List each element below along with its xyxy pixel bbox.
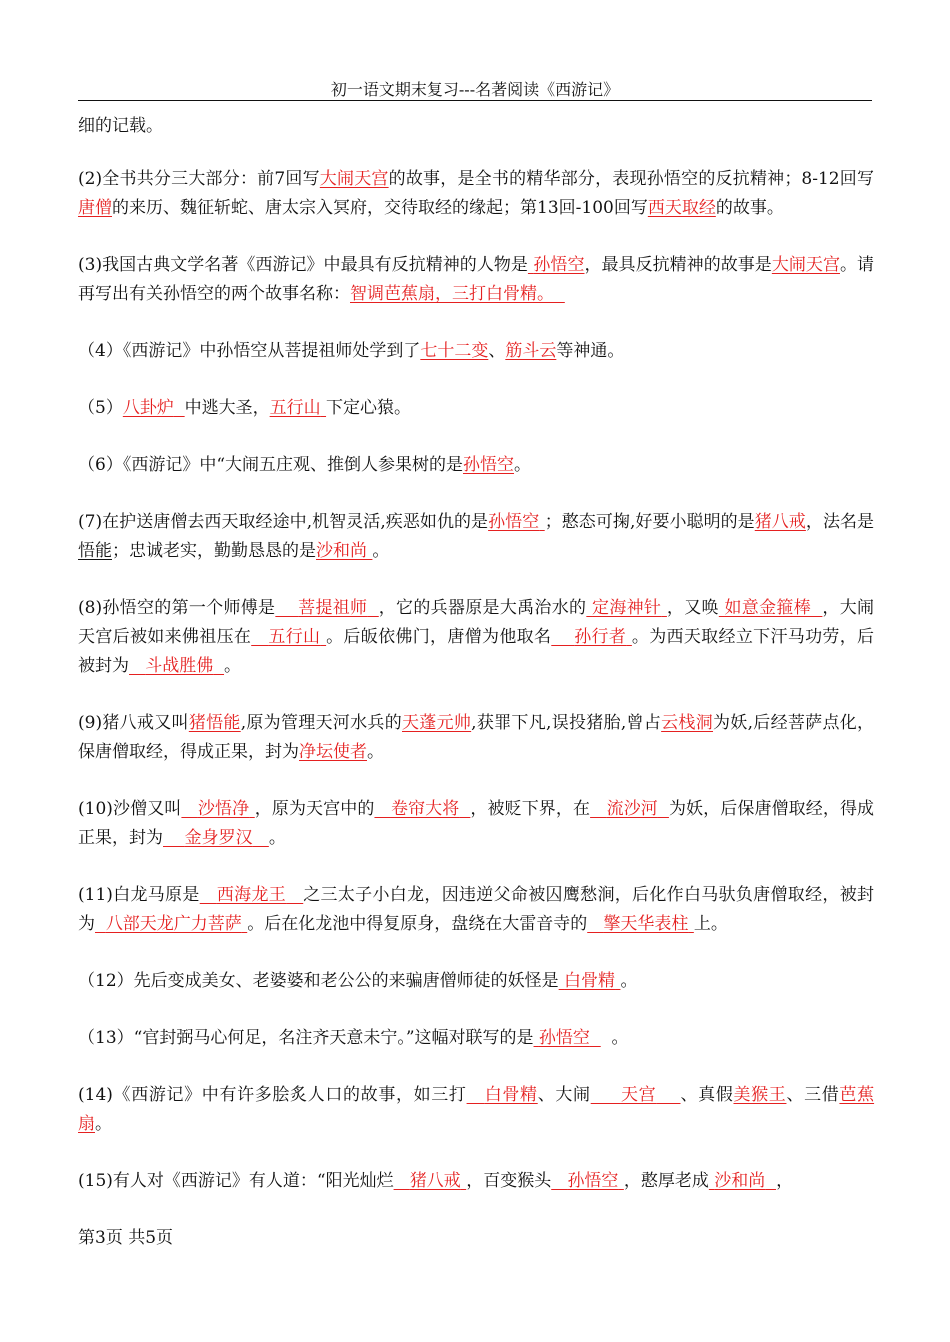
answer: 白骨精 — [484, 1085, 538, 1105]
answer: 卷帘大将 — [390, 799, 460, 819]
answer: 如意金箍棒 — [724, 598, 811, 618]
question-10 — [78, 795, 874, 853]
text: 。 — [611, 1028, 629, 1048]
text: ，原为天宫中的 — [254, 799, 375, 819]
text: 为妖，后保唐僧取经，得成正果，封为 — [78, 799, 875, 848]
text: ，最具反抗精神的故事是 — [584, 255, 772, 275]
answer: 孙悟空 — [538, 1028, 590, 1048]
text: （13）“官封弼马心何足，名注齐天意未宁。”这幅对联写的是 — [78, 1028, 534, 1048]
text: (3)我国古典文学名著《西游记》中最具有反抗精神的人物是 — [78, 255, 528, 275]
text: ，它的兵器原是大禹治水的 — [378, 598, 587, 618]
answer: 孙悟空 — [488, 512, 540, 532]
intro-line — [78, 112, 874, 141]
answer: 五行山 — [269, 398, 321, 418]
text: (7)在护送唐僧去西天取经途中,机智灵活,疾恶如仇的是 — [78, 512, 489, 532]
text: 。 — [620, 971, 638, 991]
text: ,获罪下凡,误投猪胎,曾占 — [471, 713, 662, 733]
text: 的来历、魏征斩蛇、唐太宗入冥府，交待取经的缘起；第13回-100回写 — [112, 198, 648, 218]
text: （12）先后变成美女、老婆婆和老公公的来骗唐僧师徒的妖怪是 — [78, 971, 559, 991]
text: 之三太子小白龙，因违逆父命被囚鹰愁涧，后化作白马驮负唐僧取经，被封为 — [78, 885, 875, 934]
answer-plain: 悟能 — [78, 541, 112, 561]
answer: 八部天龙广力菩萨 — [105, 914, 242, 934]
question-13 — [78, 1024, 874, 1053]
text: 的故事，是全书的精华部分，表现孙悟空的反抗精神；8-12回写 — [388, 169, 874, 189]
text: ，法名是 — [805, 512, 875, 532]
answer: 沙和尚 — [714, 1171, 766, 1191]
text: 等神通。 — [556, 341, 625, 361]
answer: 猪悟能 — [188, 713, 241, 733]
answer: 孙悟空 — [567, 1171, 619, 1191]
text: (15)有人对《西游记》有人道：“阳光灿烂 — [78, 1171, 394, 1191]
answer: 西天取经 — [647, 198, 716, 218]
answer: 猪八戒 — [754, 512, 806, 532]
question-12 — [78, 967, 874, 996]
question-3 — [78, 251, 874, 309]
text: 、大闹 — [537, 1085, 591, 1105]
question-14 — [78, 1081, 874, 1139]
question-11 — [78, 881, 874, 939]
text: 中逃大圣， — [184, 398, 270, 418]
question-2 — [78, 165, 874, 223]
page-header: 初一语文期末复习---名著阅读《西游记》 — [330, 80, 620, 99]
question-15 — [78, 1167, 874, 1196]
text: ，憨厚老成 — [623, 1171, 709, 1191]
text: ，被贬下界，在 — [470, 799, 591, 819]
text: 上。 — [693, 914, 728, 934]
text: （6）《西游记》中“大闹五庄观、推倒人参果树的是 — [78, 455, 464, 475]
text: 。 — [268, 828, 286, 848]
text: 。 — [95, 1114, 112, 1134]
document-body — [78, 112, 874, 1224]
text: 、真假 — [680, 1085, 734, 1105]
answer: 大闹天宫 — [319, 169, 389, 189]
text: ,原为管理天河水兵的 — [240, 713, 402, 733]
answer: 定海神针 — [592, 598, 662, 618]
answer: 孙行者 — [574, 627, 627, 647]
question-6 — [78, 451, 874, 480]
answer: 擎天华表柱 — [603, 914, 689, 934]
text: 细的记载。 — [78, 116, 163, 136]
text: 、三借 — [786, 1085, 840, 1105]
answer: 大闹天宫 — [771, 255, 840, 275]
text: ，百变猴头 — [466, 1171, 552, 1191]
text: 。 — [367, 742, 384, 762]
answer: 筋斗云 — [505, 341, 557, 361]
answer: 孙悟空 — [533, 255, 585, 275]
question-7 — [78, 508, 874, 566]
answer: 美猴王 — [733, 1085, 787, 1105]
answer: 金身罗汉 — [184, 828, 253, 848]
header-rule — [78, 100, 872, 101]
answer: 八卦炉 — [122, 398, 174, 418]
text: 。 — [372, 541, 390, 561]
text: （5） — [78, 398, 123, 418]
text: ， — [776, 1171, 794, 1191]
answer: 猪八戒 — [409, 1171, 461, 1191]
text: 。后在化龙池中得复原身，盘绕在大雷音寺的 — [247, 914, 588, 934]
text: (11)白龙马原是 — [78, 885, 200, 905]
answer: 云栈洞 — [661, 713, 714, 733]
answer: 斗战胜佛 — [145, 656, 214, 676]
text: (10)沙僧又叫 — [78, 799, 182, 819]
answer: 智调芭蕉扇，三打白骨精。 — [350, 284, 554, 304]
answer: 天宫 — [620, 1085, 657, 1105]
text: 。为西天取经立下汗马功劳，后被封为 — [78, 627, 875, 676]
text: 。 — [514, 455, 532, 475]
text: 为妖,后经菩萨点化，保唐僧取经，得成正果，封为 — [78, 713, 875, 762]
question-9 — [78, 709, 874, 767]
text: ，大闹天宫后被如来佛祖压在 — [78, 598, 874, 647]
text: ，又唤 — [666, 598, 719, 618]
answer: 白骨精 — [564, 971, 616, 991]
question-4 — [78, 337, 874, 366]
answer: 沙和尚 — [316, 541, 367, 561]
answer: 七十二变 — [420, 341, 489, 361]
answer: 孙悟空 — [463, 455, 515, 475]
text: 的故事。 — [715, 198, 784, 218]
question-8 — [78, 594, 874, 681]
answer: 西海龙王 — [216, 885, 287, 905]
answer: 沙悟净 — [197, 799, 250, 819]
text: (2)全书共分三大部分：前7回写 — [78, 169, 320, 189]
text: (8)孙悟空的第一个师傅是 — [78, 598, 276, 618]
text: 、 — [488, 341, 506, 361]
text: 下定心猿。 — [326, 398, 412, 418]
answer: 菩提祖师 — [298, 598, 368, 618]
answer: 芭蕉扇 — [78, 1085, 875, 1134]
text: 。请再写出有关孙悟空的两个故事名称： — [78, 255, 875, 304]
answer: 流沙河 — [606, 799, 658, 819]
page-footer: 第3页 共5页 — [78, 1228, 174, 1248]
text: 。后皈依佛门，唐僧为他取名 — [326, 627, 552, 647]
answer: 净坛使者 — [299, 742, 367, 762]
text: ；忠诚老实，勤勤恳恳的是 — [112, 541, 316, 561]
answer: 唐僧 — [78, 198, 112, 218]
text: （4）《西游记》中孙悟空从菩提祖师处学到了 — [78, 341, 421, 361]
answer: 五行山 — [268, 627, 321, 647]
text: (14)《西游记》中有许多脍炙人口的故事，如三打 — [78, 1085, 467, 1105]
question-5 — [78, 394, 874, 423]
text: ；憨态可掬,好要小聪明的是 — [544, 512, 755, 532]
text: (9)猪八戒又叫 — [78, 713, 189, 733]
answer: 天蓬元帅 — [402, 713, 472, 733]
text: 。 — [224, 656, 242, 676]
